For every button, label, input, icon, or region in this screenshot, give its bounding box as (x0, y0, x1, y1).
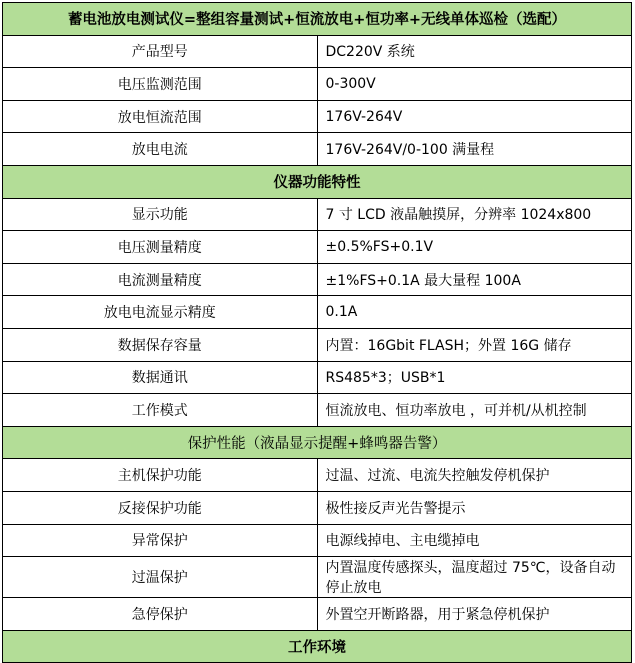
row-label: 异常保护 (3, 524, 318, 557)
features-header: 仪器功能特性 (3, 165, 632, 198)
row-value: 176V-264V (317, 100, 632, 133)
row-label: 数据通讯 (3, 361, 318, 394)
row-value: 内置：16Gbit FLASH；外置 16G 储存 (317, 328, 632, 361)
row-value: 0.1A (317, 296, 632, 329)
table-row (3, 263, 632, 296)
row-value: 7 寸 LCD 液晶触摸屏，分辨率 1024x800 (317, 198, 632, 231)
table-row (3, 133, 632, 166)
table-row (3, 394, 632, 427)
row-label: 放电电流显示精度 (3, 296, 318, 329)
row-value: 外置空开断路器，用于紧急停机保护 (317, 598, 632, 631)
table-row (3, 35, 632, 68)
table-row (3, 491, 632, 524)
row-label: 显示功能 (3, 198, 318, 231)
table-row (3, 231, 632, 264)
table-title: 蓄电池放电测试仪=整组容量测试+恒流放电+恒功率+无线单体巡检（选配） (3, 3, 632, 36)
table-row (3, 361, 632, 394)
section-header-row (3, 426, 632, 459)
spec-table (2, 2, 632, 663)
row-label: 电压监测范围 (3, 68, 318, 101)
row-label: 急停保护 (3, 598, 318, 631)
row-value: ±0.5%FS+0.1V (317, 231, 632, 264)
table-row (3, 296, 632, 329)
table-row (3, 557, 632, 598)
section-header-row (3, 630, 632, 663)
table-row (3, 328, 632, 361)
table-row (3, 198, 632, 231)
title-row (3, 3, 632, 36)
section-header-row (3, 165, 632, 198)
protection-header: 保护性能（液晶显示提醒+蜂鸣器告警） (3, 426, 632, 459)
table-row (3, 459, 632, 492)
row-value: RS485*3；USB*1 (317, 361, 632, 394)
row-value: 内置温度传感探头，温度超过 75℃，设备自动停止放电 (317, 557, 632, 598)
row-value: 极性接反声光告警提示 (317, 491, 632, 524)
row-value: DC220V 系统 (317, 35, 632, 68)
row-label: 过温保护 (3, 557, 318, 598)
table-row (3, 524, 632, 557)
row-label: 产品型号 (3, 35, 318, 68)
row-value: 0-300V (317, 68, 632, 101)
row-label: 主机保护功能 (3, 459, 318, 492)
row-value: 电源线掉电、主电缆掉电 (317, 524, 632, 557)
row-label: 工作模式 (3, 394, 318, 427)
table-row (3, 100, 632, 133)
row-value: ±1%FS+0.1A 最大量程 100A (317, 263, 632, 296)
row-value: 176V-264V/0-100 满量程 (317, 133, 632, 166)
row-label: 放电电流 (3, 133, 318, 166)
table-row (3, 68, 632, 101)
row-label: 电压测量精度 (3, 231, 318, 264)
row-value: 恒流放电、恒功率放电 ，可并机/从机控制 (317, 394, 632, 427)
row-label: 放电恒流范围 (3, 100, 318, 133)
row-value: 过温、过流、电流失控触发停机保护 (317, 459, 632, 492)
environment-header: 工作环境 (3, 630, 632, 663)
row-label: 数据保存容量 (3, 328, 318, 361)
table-row (3, 598, 632, 631)
row-label: 反接保护功能 (3, 491, 318, 524)
row-label: 电流测量精度 (3, 263, 318, 296)
